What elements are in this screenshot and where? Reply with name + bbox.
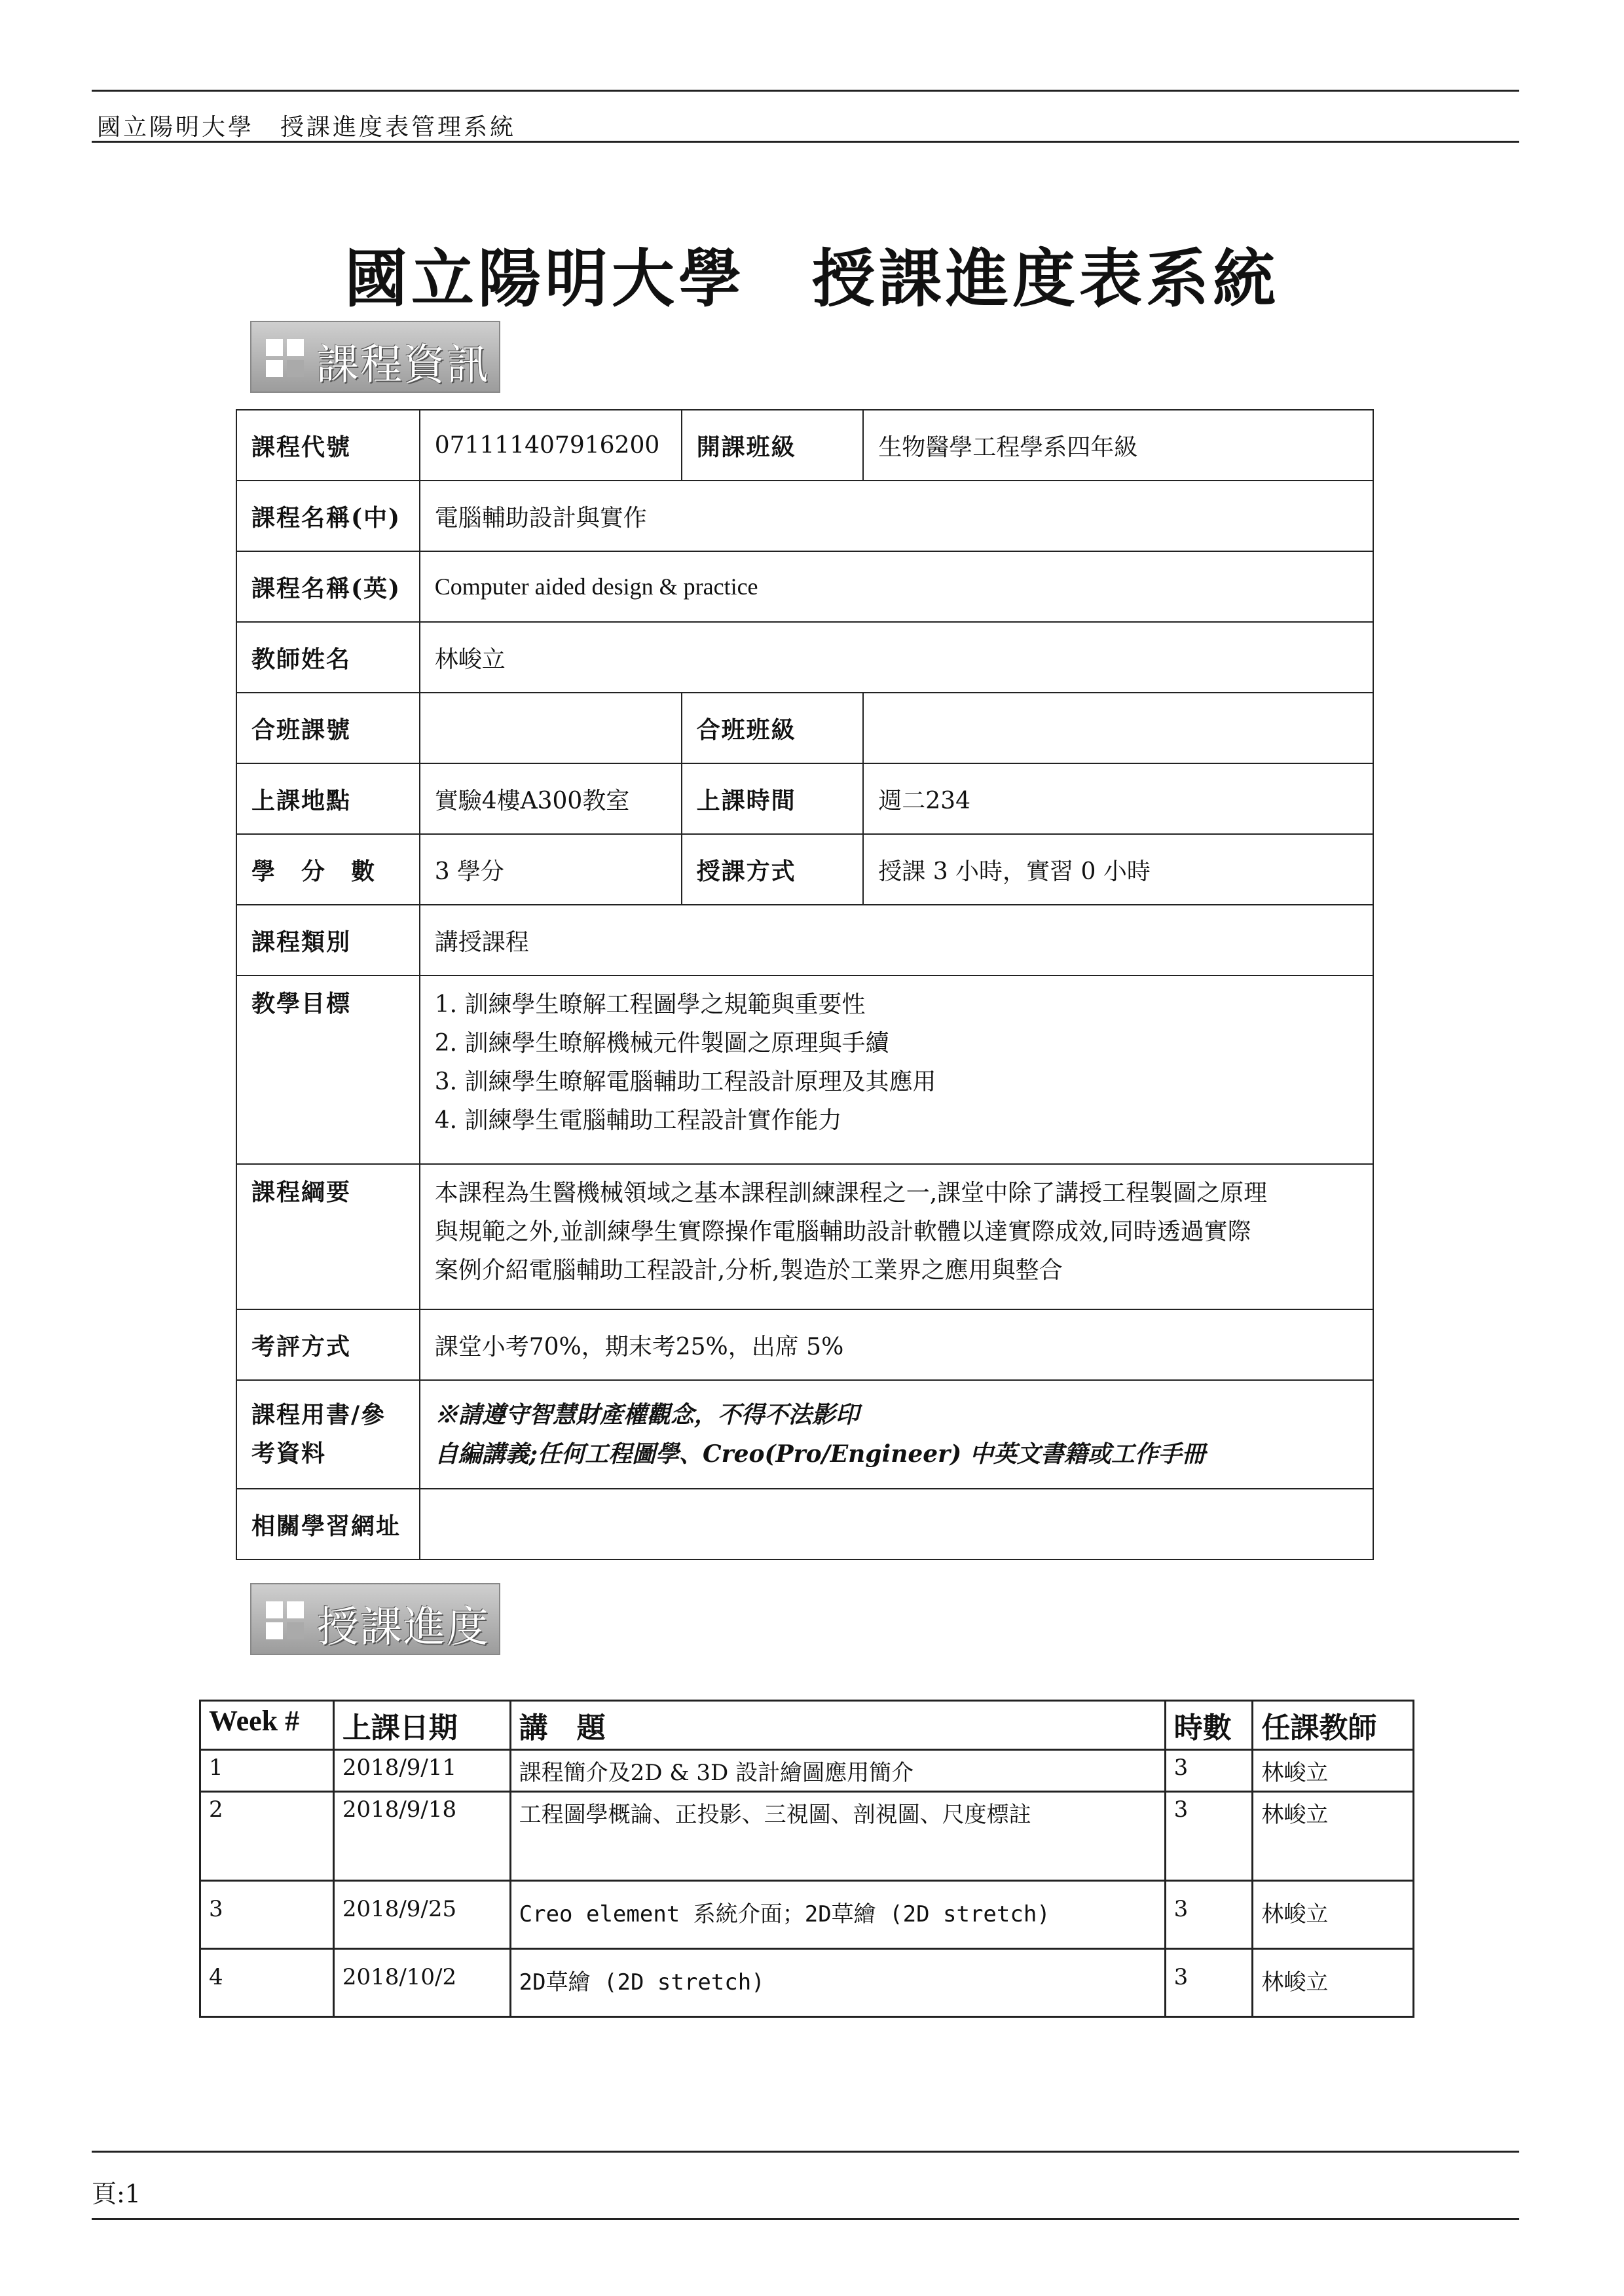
course-info-table [236, 409, 1374, 1560]
value-objectives [420, 975, 1373, 1164]
value-credits: 3 學分 [420, 834, 682, 905]
cell-hours: 3 [1165, 1750, 1253, 1792]
label-objectives: 教學目標 [236, 975, 420, 1164]
cell-date: 2018/9/11 [333, 1750, 510, 1792]
cell-topic: 課程簡介及2D & 3D 設計繪圖應用簡介 [510, 1750, 1165, 1792]
label-credits: 學 分 數 [236, 834, 420, 905]
cell-hours: 3 [1165, 1881, 1253, 1949]
col-header-hours: 時數 [1165, 1701, 1253, 1750]
value-url [420, 1489, 1373, 1559]
label-category: 課程類別 [236, 905, 420, 975]
section-banner-info [250, 321, 500, 393]
cell-date: 2018/10/2 [333, 1949, 510, 2017]
label-location: 上課地點 [236, 763, 420, 834]
grid-icon [266, 1601, 305, 1641]
col-header-topic: 講 題 [510, 1701, 1165, 1750]
value-time: 週二234 [863, 763, 1373, 834]
col-header-week: Week # [200, 1701, 334, 1750]
cell-teacher: 林峻立 [1253, 1949, 1414, 2017]
header-rule-top [92, 90, 1519, 92]
label-course-code: 課程代號 [236, 410, 420, 481]
label-grading: 考評方式 [236, 1309, 420, 1380]
label-joint-class: 合班班級 [682, 693, 864, 763]
label-time: 上課時間 [682, 763, 864, 834]
value-grading: 課堂小考70%，期末考25%，出席 5% [420, 1309, 1373, 1380]
col-header-teacher: 任課教師 [1253, 1701, 1414, 1750]
footer-rule-bottom [92, 2218, 1519, 2220]
value-teacher: 林峻立 [420, 622, 1373, 693]
value-books [420, 1380, 1373, 1489]
section-title-info: 課程資訊 [317, 341, 490, 390]
label-outline: 課程綱要 [236, 1164, 420, 1309]
cell-week: 2 [200, 1792, 334, 1881]
objective-item: 1. 訓練學生暸解工程圖學之規範與重要性 [434, 991, 866, 1018]
cell-week: 3 [200, 1881, 334, 1949]
cell-week: 1 [200, 1750, 334, 1792]
section-title-schedule: 授課進度 [317, 1603, 490, 1652]
value-location: 實驗4樓A300教室 [420, 763, 682, 834]
label-teacher: 教師姓名 [236, 622, 420, 693]
value-mode: 授課 3 小時，實習 0 小時 [863, 834, 1373, 905]
cell-date: 2018/9/25 [333, 1881, 510, 1949]
cell-topic: Creo element 系統介面；2D草繪 (2D stretch) [510, 1881, 1165, 1949]
objective-item: 4. 訓練學生電腦輔助工程設計實作能力 [434, 1107, 842, 1134]
footer-rule-top [92, 2151, 1519, 2153]
books-line: ※請遵守智慧財產權觀念，不得不法影印 [434, 1401, 859, 1429]
label-books: 課程用書/參 考資料 [236, 1380, 420, 1489]
table-row [200, 1792, 1414, 1881]
grid-icon [266, 339, 305, 378]
cell-topic: 工程圖學概論、正投影、三視圖、剖視圖、尺度標註 [510, 1792, 1165, 1881]
table-row [200, 1949, 1414, 2017]
value-name-en: Computer aided design & practice [420, 551, 1373, 622]
value-outline [420, 1164, 1373, 1309]
cell-topic: 2D草繪 (2D stretch) [510, 1949, 1165, 2017]
label-class: 開課班級 [682, 410, 864, 481]
books-line: 自編講義;任何工程圖學、Creo(Pro/Engineer) 中英文書籍或工作手冊 [434, 1440, 1206, 1468]
cell-week: 4 [200, 1949, 334, 2017]
page-title: 國立陽明大學 授課進度表系統 [344, 242, 1280, 316]
cell-teacher: 林峻立 [1253, 1792, 1414, 1881]
value-name-zh: 電腦輔助設計與實作 [420, 481, 1373, 551]
label-joint-code: 合班課號 [236, 693, 420, 763]
table-row [200, 1750, 1414, 1792]
label-url: 相關學習網址 [236, 1489, 420, 1559]
value-course-code: 071111407916200 [420, 410, 682, 481]
schedule-table [199, 1700, 1414, 2018]
value-class: 生物醫學工程學系四年級 [863, 410, 1373, 481]
section-banner-schedule [250, 1583, 500, 1655]
header-rule-bottom [92, 141, 1519, 143]
label-name-zh: 課程名稱(中) [236, 481, 420, 551]
outline-line: 案例介紹電腦輔助工程設計,分析,製造於工業界之應用與整合 [434, 1257, 1063, 1284]
col-header-date: 上課日期 [333, 1701, 510, 1750]
cell-teacher: 林峻立 [1253, 1750, 1414, 1792]
cell-date: 2018/9/18 [333, 1792, 510, 1881]
value-category: 講授課程 [420, 905, 1373, 975]
objective-item: 2. 訓練學生暸解機械元件製圖之原理與手續 [434, 1030, 889, 1057]
objective-item: 3. 訓練學生暸解電腦輔助工程設計原理及其應用 [434, 1068, 936, 1095]
value-joint-code [420, 693, 682, 763]
header-text: 國立陽明大學 授課進度表管理系統 [97, 114, 517, 141]
outline-line: 與規範之外,並訓練學生實際操作電腦輔助設計軟體以達實際成效,同時透過實際 [434, 1218, 1251, 1245]
label-name-en: 課程名稱(英) [236, 551, 420, 622]
cell-teacher: 林峻立 [1253, 1881, 1414, 1949]
value-joint-class [863, 693, 1373, 763]
cell-hours: 3 [1165, 1792, 1253, 1881]
page-number: 頁:1 [92, 2179, 141, 2208]
cell-hours: 3 [1165, 1949, 1253, 2017]
outline-line: 本課程為生醫機械領域之基本課程訓練課程之一,課堂中除了講授工程製圖之原理 [434, 1180, 1268, 1207]
label-mode: 授課方式 [682, 834, 864, 905]
table-row [200, 1881, 1414, 1949]
